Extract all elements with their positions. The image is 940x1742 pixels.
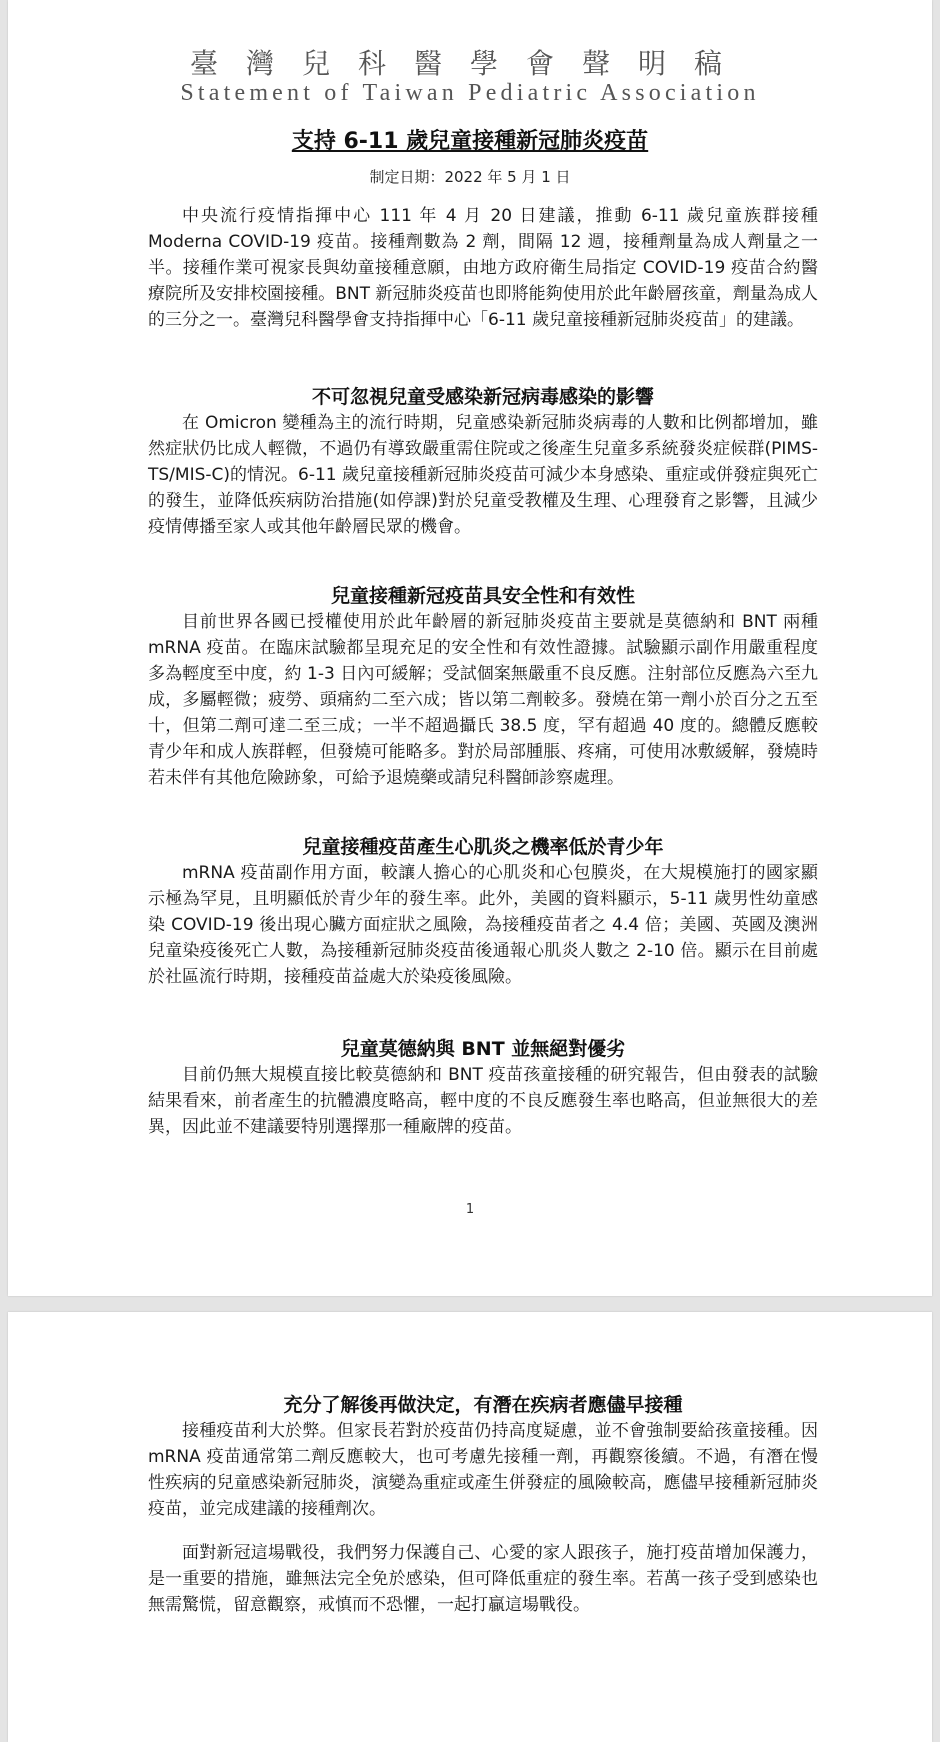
- document-date: 制定日期：2022 年 5 月 1 日: [369, 168, 571, 186]
- section-paragraph: 在 Omicron 變種為主的流行時期，兒童感染新冠肺炎病毒的人數和比例都增加，雖然症狀仍比成人輕微，不過仍有導致嚴重需住院或之後產生兒童多系統發炎症候群(PIMS-TS/MIS-C)的情況。6-11 歲兒童接種新冠肺炎疫苗可減少本身感染、重症或併發症與死亡的發生，並降低疾病防治措施(如停課)對於兒童受教權及生理、心理發育之影響，且減少疫情傳播至家人或其他年齡層民眾的機會。: [148, 413, 818, 537]
- intro-block: [148, 203, 818, 333]
- section-paragraph: 接種疫苗利大於弊。但家長若對於疫苗仍持高度疑慮，並不會強制要給孩童接種。因 mRNA 疫苗通常第二劑反應較大，也可考慮先接種一劑，再觀察後續。不過，有潛在慢性疾病的兒童感染新冠肺炎，演變為重症或產生併發症的風險較高，應儘早接種新冠肺炎疫苗，並完成建議的接種劑次。: [148, 1421, 818, 1519]
- closing-block: [148, 1540, 818, 1618]
- section-4: [148, 1036, 818, 1140]
- document-page-2: [8, 1312, 932, 1742]
- section-heading: 不可忽視兒童受感染新冠病毒感染的影響: [311, 386, 654, 408]
- org-name-english: Statement of Taiwan Pediatric Association: [180, 80, 760, 106]
- section-heading: 兒童接種新冠疫苗具安全性和有效性: [330, 585, 635, 607]
- document-title: 支持 6-11 歲兒童接種新冠肺炎疫苗: [291, 129, 649, 154]
- section-heading: 充分了解後再做決定，有潛在疾病者應儘早接種: [283, 1394, 683, 1416]
- section-5: [148, 1392, 818, 1522]
- section-2: [148, 583, 818, 791]
- intro-paragraph: 中央流行疫情指揮中心 111 年 4 月 20 日建議，推動 6-11 歲兒童族群接種 Moderna COVID-19 疫苗。接種劑數為 2 劑，間隔 12 週，接種劑量為成人劑量之一半。接種作業可視家長與幼童接種意願，由地方政府衛生局指定 COVID-19 疫苗合約醫療院所及安排校園接種。BNT 新冠肺炎疫苗也即將能夠使用於此年齡層孩童，劑量為成人的三分之一。臺灣兒科醫學會支持指揮中心「6-11 歲兒童接種新冠肺炎疫苗」的建議。: [148, 206, 818, 330]
- section-1: [148, 384, 818, 540]
- section-paragraph: 目前世界各國已授權使用於此年齡層的新冠肺炎疫苗主要就是莫德納和 BNT 兩種 mRNA 疫苗。在臨床試驗都呈現充足的安全性和有效性證據。試驗顯示副作用嚴重程度多為輕度至中度，約 1-3 日內可緩解；受試個案無嚴重不良反應。注射部位反應為六至九成，多屬輕微；疲勞、頭痛約二至六成；皆以第二劑較多。發燒在第一劑小於百分之五至十，但第二劑可達二至三成；一半不超過攝氏 38.5 度，罕有超過 40 度的。總體反應較青少年和成人族群輕，但發燒可能略多。對於局部腫脹、疼痛，可使用冰敷緩解，發燒時若未伴有其他危險跡象，可給予退燒藥或請兒科醫師診察處理。: [148, 612, 818, 788]
- section-heading: 兒童接種疫苗產生心肌炎之機率低於青少年: [302, 836, 664, 858]
- document-page-1: [8, 0, 932, 1296]
- closing-paragraph: 面對新冠這場戰役，我們努力保護自己、心愛的家人跟孩子，施打疫苗增加保護力，是一重要的措施，雖無法完全免於感染，但可降低重症的發生率。若萬一孩子受到感染也無需驚慌，留意觀察，戒慎而不恐懼，一起打贏這場戰役。: [148, 1543, 818, 1615]
- org-name-chinese: 臺灣兒科醫學會聲明稿: [189, 47, 750, 80]
- section-paragraph: 目前仍無大規模直接比較莫德納和 BNT 疫苗孩童接種的研究報告，但由發表的試驗結果看來，前者產生的抗體濃度略高，輕中度的不良反應發生率也略高，但並無很大的差異，因此並不建議要特別選擇那一種廠牌的疫苗。: [148, 1065, 818, 1137]
- section-heading: 兒童莫德納與 BNT 並無絕對優劣: [340, 1038, 626, 1060]
- page-number: 1: [465, 1202, 475, 1217]
- section-3: [148, 834, 818, 990]
- section-paragraph: mRNA 疫苗副作用方面，較讓人擔心的心肌炎和心包膜炎，在大規模施打的國家顯示極為罕見，且明顯低於青少年的發生率。此外，美國的資料顯示，5-11 歲男性幼童感染 COVID-19 後出現心臟方面症狀之風險，為接種疫苗者之 4.4 倍；美國、英國及澳洲兒童染疫後死亡人數，為接種新冠肺炎疫苗後通報心肌炎人數之 2-10 倍。顯示在目前處於社區流行時期，接種疫苗益處大於染疫後風險。: [148, 863, 818, 987]
